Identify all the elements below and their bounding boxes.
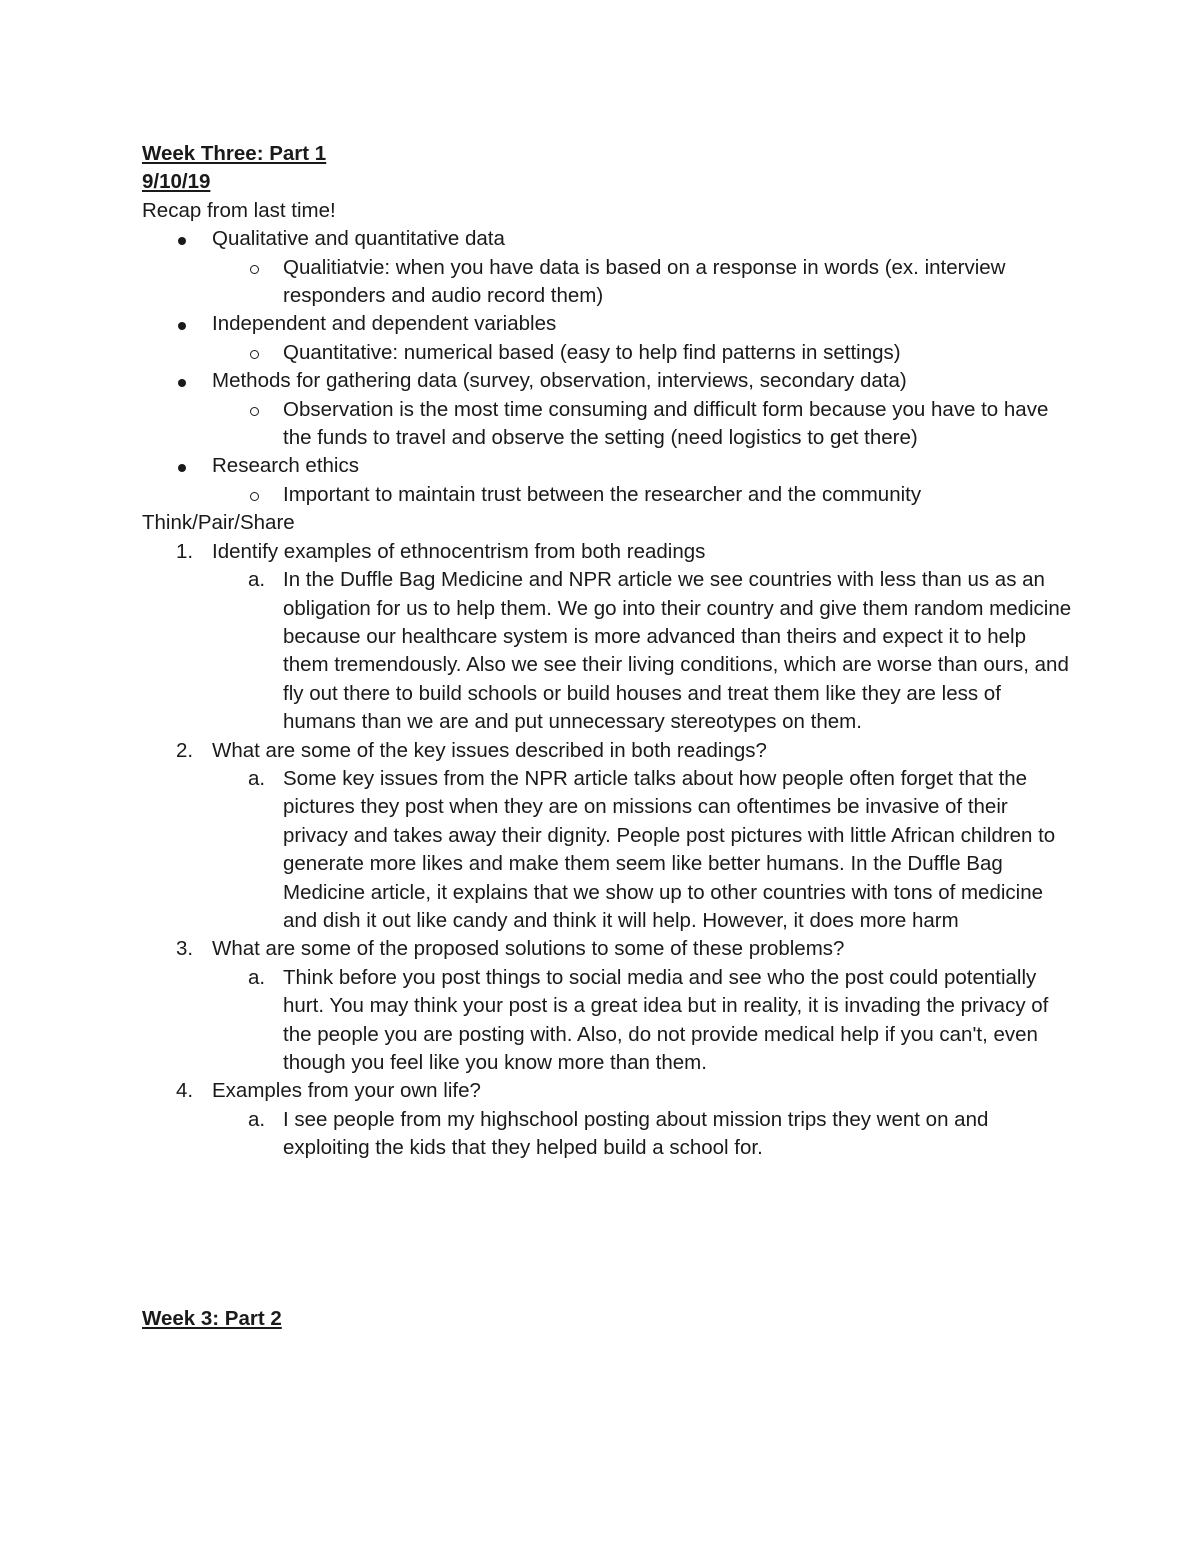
list-subitem: Qualitiatvie: when you have data is based on a response in words (ex. interview responders and audio record them) bbox=[142, 254, 1072, 311]
question-item bbox=[142, 935, 1072, 963]
answer-item bbox=[142, 1106, 1072, 1163]
answer-text: Think before you post things to social media and see who the post could potentially hurt. You may think your post is a great idea but in reality, it is invading the privacy of the people you are posting with. Also, do not provide medical help if you can't, even though you feel like you know more than them. bbox=[283, 965, 1049, 1074]
questions-list bbox=[142, 538, 1072, 1163]
list-subitem: Quantitative: numerical based (easy to help find patterns in settings) bbox=[142, 339, 1072, 367]
question-item bbox=[142, 538, 1072, 566]
list-subitem: Observation is the most time consuming and difficult form because you have to have the funds to travel and observe the setting (need logistics to get there) bbox=[142, 396, 1072, 453]
answer-text: In the Duffle Bag Medicine and NPR article we see countries with less than us as an obligation for us to help them. We go into their country and give them random medicine because our healthcare system is more advanced than theirs and expect it to help them tremendously. Also we see their living conditions, which are worse than ours, and fly out there to build schools or build houses and treat them like they are less of humans than we are and put unnecessary stereotypes on them. bbox=[283, 568, 1072, 734]
bullet-icon bbox=[178, 367, 198, 395]
list-item: Independent and dependent variables bbox=[142, 310, 1072, 338]
bullet-icon bbox=[178, 452, 198, 480]
question-item bbox=[142, 737, 1072, 765]
bullet-icon bbox=[178, 225, 198, 253]
answer-marker: a. bbox=[248, 766, 266, 790]
answer-item bbox=[142, 765, 1072, 935]
answer-item bbox=[142, 566, 1072, 736]
hollow-bullet-icon bbox=[250, 254, 270, 282]
question-number: 2. bbox=[176, 738, 194, 762]
question-number: 1. bbox=[176, 539, 194, 563]
recap-label: Recap from last time! bbox=[142, 198, 336, 222]
section-title: Week Three: Part 1 bbox=[142, 142, 327, 165]
answer-text: I see people from my highschool posting about mission trips they went on and exploiting the kids that they helped build a school for. bbox=[283, 1107, 989, 1160]
list-item: Qualitative and quantitative data bbox=[142, 225, 1072, 253]
answer-marker: a. bbox=[248, 1107, 266, 1131]
question-number: 3. bbox=[176, 937, 194, 961]
section-title-part-2: Week 3: Part 2 bbox=[142, 1306, 282, 1330]
question-text: Identify examples of ethnocentrism from both readings bbox=[212, 539, 706, 563]
answer-item bbox=[142, 964, 1072, 1078]
list-item: Research ethics bbox=[142, 452, 1072, 480]
spacer bbox=[142, 1163, 1072, 1305]
bullet-icon bbox=[178, 310, 198, 338]
question-text: Examples from your own life? bbox=[212, 1079, 481, 1103]
list-item: Methods for gathering data (survey, observation, interviews, secondary data) bbox=[142, 367, 1072, 395]
answer-marker: a. bbox=[248, 568, 266, 592]
answer-text: Some key issues from the NPR article talks about how people often forget that the pictures they post when they are on missions can oftentimes be invasive of their privacy and takes away their dignity. People post pictures with little African children to generate more likes and make them seem like better humans. In the Duffle Bag Medicine article, it explains that we show up to other countries with tons of medicine and dish it out like candy and think it will help. However, it does more harm bbox=[283, 766, 1056, 932]
question-number: 4. bbox=[176, 1079, 194, 1103]
hollow-bullet-icon bbox=[250, 339, 270, 367]
recap-list bbox=[142, 225, 1072, 509]
think-pair-share-label: Think/Pair/Share bbox=[142, 511, 295, 535]
document-body bbox=[142, 140, 1072, 1333]
list-subitem: Important to maintain trust between the researcher and the community bbox=[142, 481, 1072, 509]
section-date: 9/10/19 bbox=[142, 170, 211, 194]
hollow-bullet-icon bbox=[250, 481, 270, 509]
hollow-bullet-icon bbox=[250, 396, 270, 424]
question-text: What are some of the proposed solutions to some of these problems? bbox=[212, 937, 845, 961]
question-text: What are some of the key issues described in both readings? bbox=[212, 738, 767, 762]
question-item bbox=[142, 1077, 1072, 1105]
answer-marker: a. bbox=[248, 965, 266, 989]
